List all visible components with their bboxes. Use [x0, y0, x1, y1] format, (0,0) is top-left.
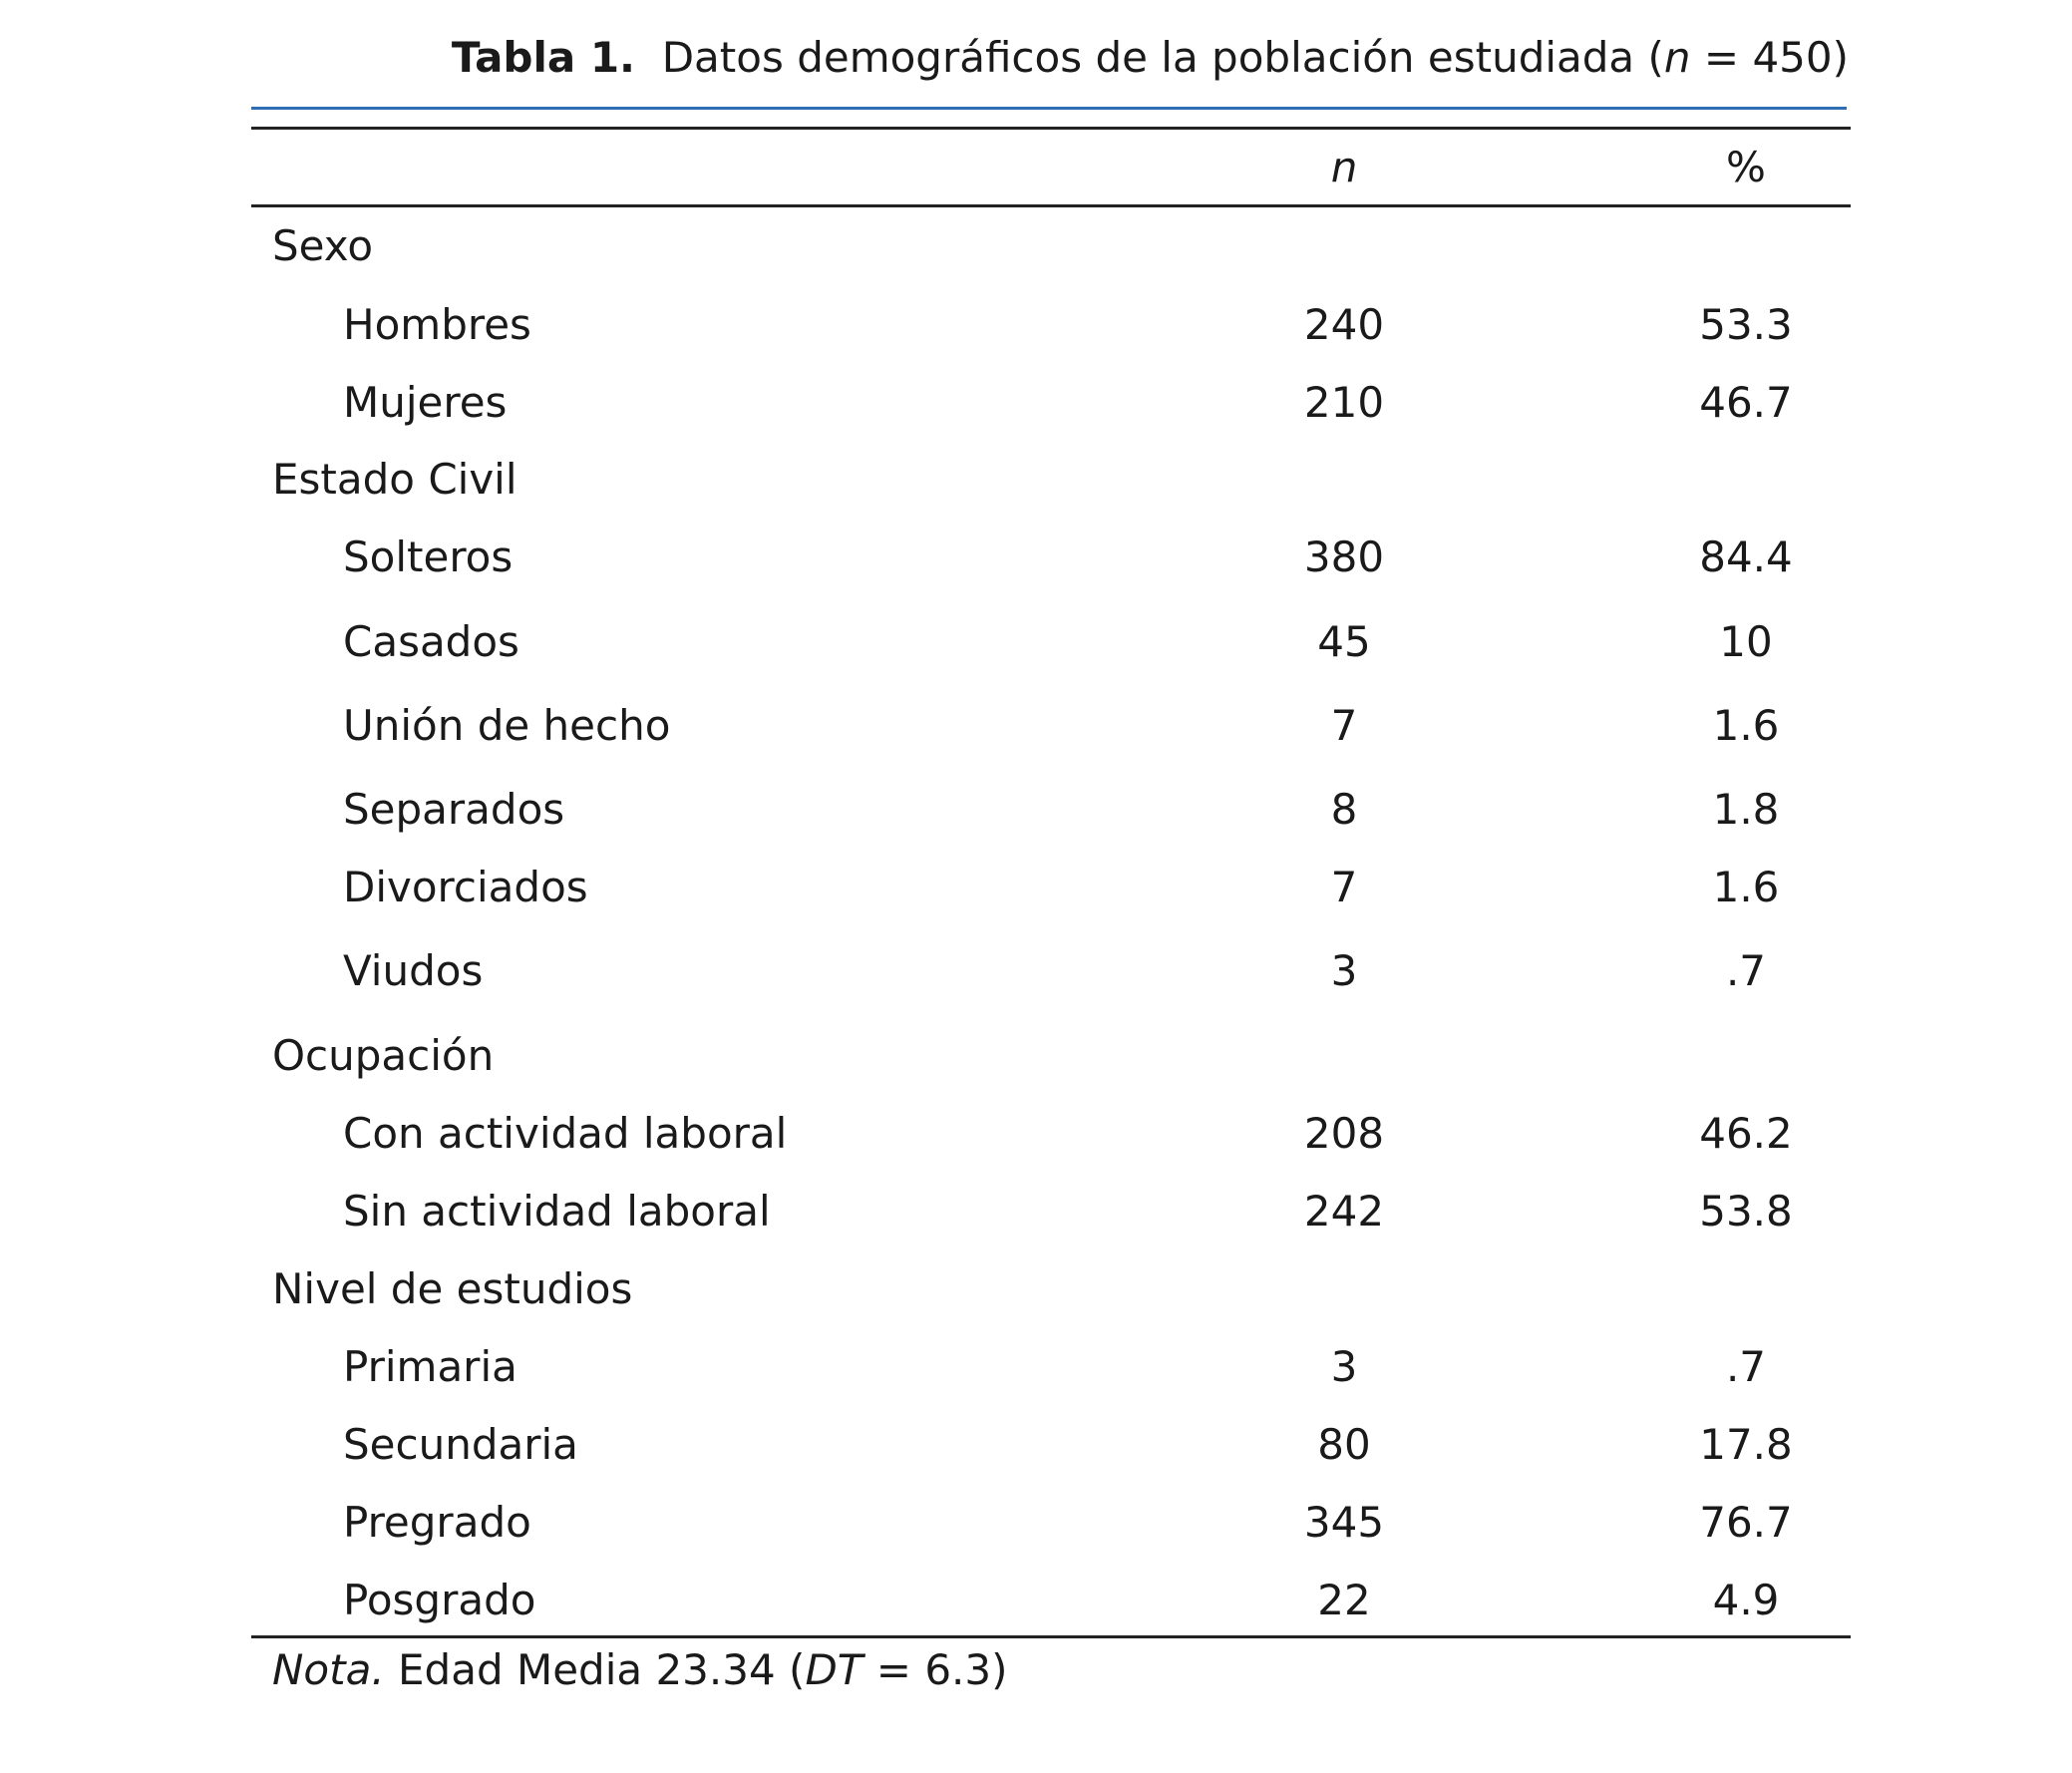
row-label: Viudos — [343, 946, 484, 995]
row-n: 380 — [1303, 532, 1385, 581]
category-row-nivel-estudios — [251, 1259, 1851, 1319]
row-n: 45 — [1317, 617, 1371, 666]
row-pct: 1.6 — [1712, 701, 1780, 750]
header-n: n — [1330, 143, 1358, 191]
row-label: Mujeres — [343, 378, 508, 427]
category-row-sexo — [251, 216, 1851, 276]
caption-divider — [251, 107, 1847, 110]
table-row — [251, 1182, 1851, 1241]
row-pct: 53.8 — [1699, 1187, 1793, 1236]
row-n: 242 — [1303, 1187, 1385, 1236]
caption-text: Datos demográficos de la población estudiada ( — [661, 33, 1664, 82]
note-label: Nota. — [272, 1645, 385, 1694]
header-pct: % — [1726, 143, 1766, 191]
row-label: Hombres — [343, 300, 531, 349]
row-label: Con actividad laboral — [343, 1109, 788, 1158]
row-n: 7 — [1330, 863, 1358, 911]
table-row — [251, 528, 1851, 587]
category-row-ocupacion — [251, 1026, 1851, 1086]
row-label: Nivel de estudios — [272, 1264, 633, 1313]
table-row — [251, 1493, 1851, 1553]
row-label: Posgrado — [343, 1576, 536, 1624]
table-header-row — [251, 138, 1851, 197]
row-pct: 17.8 — [1699, 1420, 1793, 1469]
table-top-rule — [251, 127, 1851, 130]
row-pct: 46.2 — [1699, 1109, 1793, 1158]
row-pct: 76.7 — [1699, 1498, 1793, 1547]
table-row — [251, 696, 1851, 756]
row-pct: 1.8 — [1712, 785, 1780, 834]
row-label: Estado Civil — [272, 455, 518, 504]
row-label: Primaria — [343, 1342, 518, 1391]
row-label: Divorciados — [343, 863, 588, 911]
table-row — [251, 858, 1851, 917]
row-pct: 46.7 — [1699, 378, 1793, 427]
row-pct: 53.3 — [1699, 300, 1793, 349]
row-n: 345 — [1303, 1498, 1385, 1547]
table-header-rule — [251, 204, 1851, 207]
row-pct: 4.9 — [1712, 1576, 1780, 1624]
category-row-estado-civil — [251, 450, 1851, 510]
table-row — [251, 1415, 1851, 1475]
row-label: Sexo — [272, 221, 374, 270]
row-pct: .7 — [1725, 946, 1767, 995]
row-pct: .7 — [1725, 1342, 1767, 1391]
table-row — [251, 373, 1851, 433]
row-n: 8 — [1330, 785, 1358, 834]
row-n: 3 — [1330, 946, 1358, 995]
row-n: 208 — [1303, 1109, 1385, 1158]
row-n: 80 — [1317, 1420, 1371, 1469]
row-label: Sin actividad laboral — [343, 1187, 771, 1236]
table-note — [272, 1640, 1008, 1700]
caption-label: Tabla 1. — [451, 33, 636, 82]
table-row — [251, 295, 1851, 355]
row-n: 3 — [1330, 1342, 1358, 1391]
row-label: Unión de hecho — [343, 701, 671, 750]
row-label: Solteros — [343, 532, 514, 581]
note-dt-value: = 6.3) — [863, 1645, 1008, 1694]
row-n: 22 — [1317, 1576, 1371, 1624]
table-row — [251, 941, 1851, 1001]
row-n: 7 — [1330, 701, 1358, 750]
row-label: Secundaria — [343, 1420, 578, 1469]
row-label: Ocupación — [272, 1031, 495, 1080]
caption-spacer — [635, 33, 662, 82]
row-pct: 1.6 — [1712, 863, 1780, 911]
table-row — [251, 1571, 1851, 1630]
row-n: 240 — [1303, 300, 1385, 349]
note-text: Edad Media 23.34 ( — [384, 1645, 806, 1694]
row-label: Pregrado — [343, 1498, 531, 1547]
table-bottom-rule — [251, 1635, 1851, 1638]
row-label: Separados — [343, 785, 565, 834]
table-row — [251, 780, 1851, 840]
caption-n-symbol: n — [1663, 33, 1691, 82]
caption-n-value: = 450) — [1690, 33, 1849, 82]
table-row — [251, 1337, 1851, 1397]
note-dt-symbol: DT — [805, 1645, 863, 1694]
row-pct: 10 — [1719, 617, 1773, 666]
table-caption — [452, 30, 1849, 86]
row-n: 210 — [1303, 378, 1385, 427]
table-row — [251, 612, 1851, 672]
row-label: Casados — [343, 617, 519, 666]
row-pct: 84.4 — [1699, 532, 1793, 581]
table-row — [251, 1104, 1851, 1164]
